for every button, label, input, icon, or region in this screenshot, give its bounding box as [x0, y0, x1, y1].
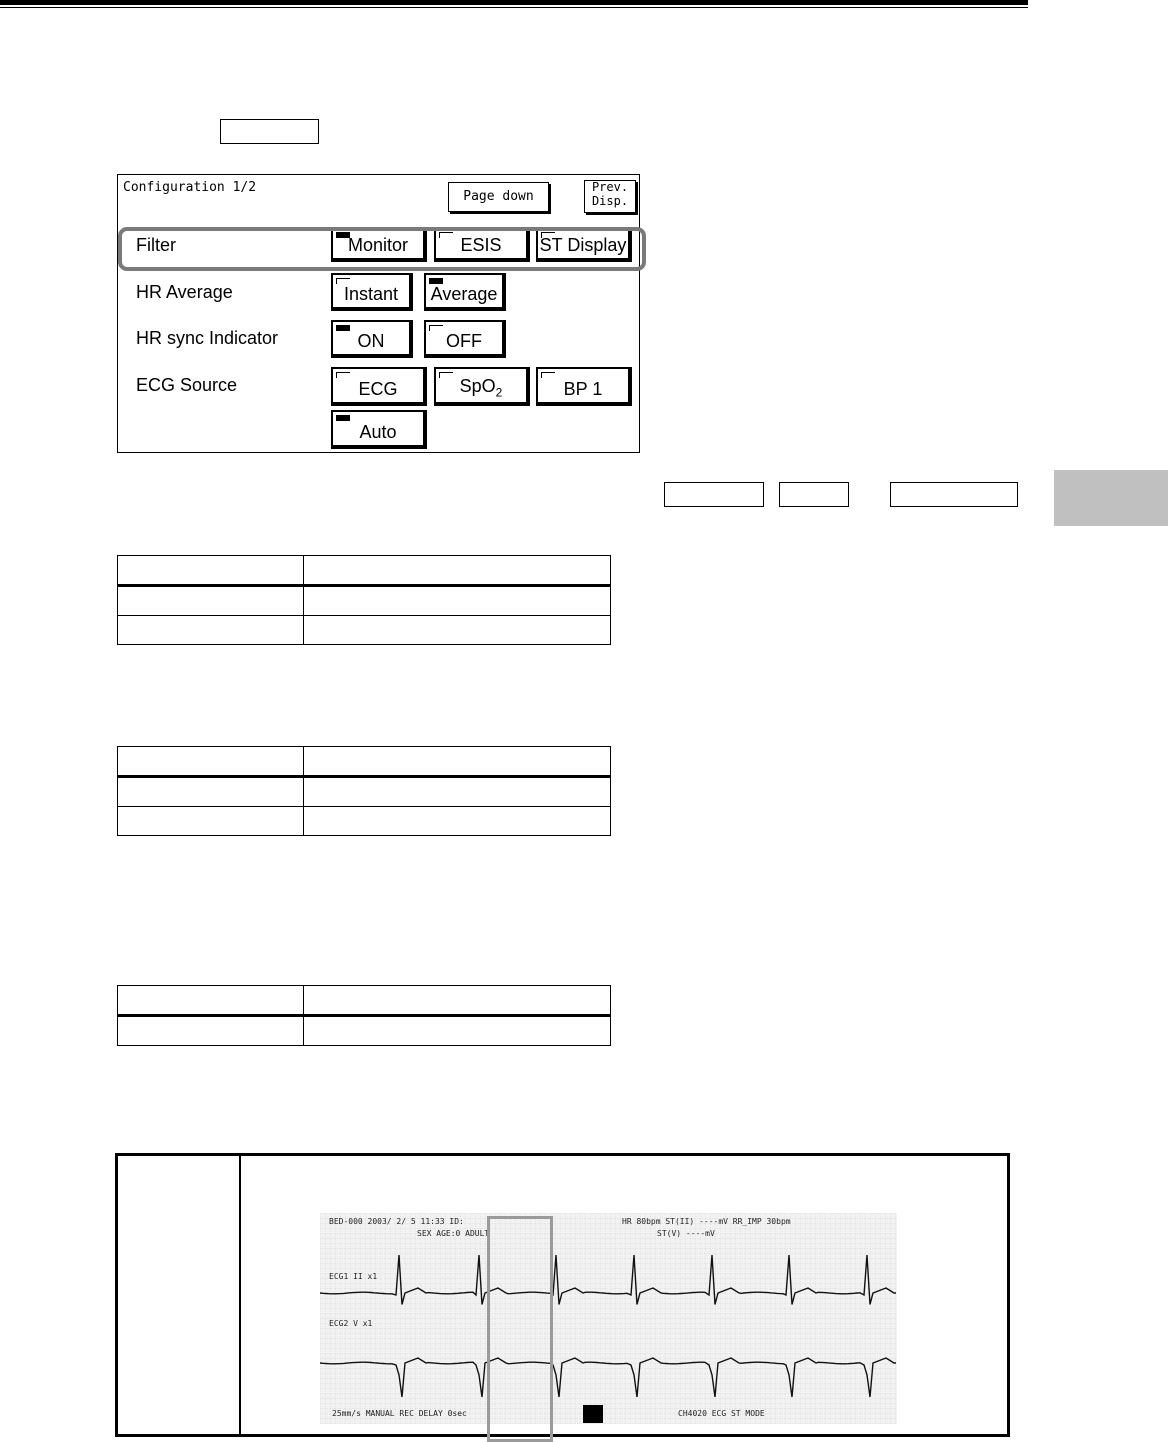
- hr-sync-off-button[interactable]: [424, 320, 506, 358]
- indicator-lamp-on: [336, 415, 350, 421]
- option-label: Average: [430, 284, 498, 304]
- option-label: [436, 376, 526, 400]
- option-label: ON: [357, 331, 385, 351]
- ecg-source-bp1-button[interactable]: [536, 367, 632, 406]
- hr-average-instant-button[interactable]: [331, 273, 413, 311]
- filter-label: Filter: [136, 235, 176, 255]
- top-rule-thin: [0, 7, 1028, 8]
- ecg-footer-right: CH4020 ECG ST MODE: [678, 1409, 765, 1418]
- page-down-button[interactable]: Page down: [448, 182, 549, 212]
- ecg-source-label: ECG Source: [136, 375, 238, 395]
- key-box: [779, 482, 849, 507]
- prev-disp-button[interactable]: [584, 180, 636, 213]
- key-box: [890, 482, 1018, 507]
- settings-table: [117, 746, 611, 836]
- hr-average-average-button[interactable]: [424, 273, 506, 311]
- prev-disp-label-line2: Disp.: [591, 193, 629, 208]
- option-label: Monitor: [347, 235, 409, 255]
- prev-disp-label-line1: Prev.: [591, 180, 629, 194]
- ecg-grid-and-waves: [320, 1213, 897, 1424]
- hr-sync-on-button[interactable]: [331, 320, 413, 358]
- indicator-lamp-off: [541, 372, 555, 378]
- ecg-header-right2: ST(V) ----mV: [657, 1229, 715, 1238]
- chapter-tab: [1054, 470, 1168, 526]
- option-label: BP 1: [563, 379, 603, 399]
- panel-title: Configuration 1/2: [123, 180, 257, 195]
- ecg-header-left: BED-000 2003/ 2/ 5 11:33 ID:: [329, 1217, 464, 1226]
- hr-average-label: HR Average: [136, 282, 233, 302]
- ecg-source-auto-button[interactable]: [331, 410, 427, 449]
- settings-table: [117, 985, 611, 1046]
- ecg-header-right: HR 80bpm ST(II) ----mV RR_IMP 30bpm: [622, 1217, 791, 1226]
- option-label: ESIS: [460, 235, 502, 255]
- ecg-header-left2: SEX AGE:0 ADULT: [417, 1229, 490, 1238]
- ecg-footer: 25mm/s MANUAL REC DELAY 0sec: [332, 1409, 467, 1418]
- option-label: ECG: [358, 379, 398, 399]
- hr-sync-indicator-label: HR sync Indicator: [136, 328, 279, 348]
- key-box: [664, 482, 764, 507]
- ecg-lead2-label: ECG2 V x1: [329, 1319, 373, 1328]
- configuration-panel: [117, 174, 640, 453]
- ecg-highlight-outline: [487, 1216, 553, 1442]
- spo2-subscript: 2: [495, 386, 503, 400]
- ecg-source-ecg-button[interactable]: [331, 367, 427, 406]
- ecg-recording-strip: [320, 1213, 897, 1424]
- rec-mark: [583, 1405, 603, 1423]
- option-label: OFF: [446, 331, 482, 351]
- frame-divider: [239, 1153, 241, 1434]
- ecg-lead1-label: ECG1 II x1: [329, 1272, 378, 1281]
- option-label: Auto: [359, 422, 397, 442]
- settings-table: [117, 555, 611, 645]
- key-box: [220, 119, 319, 144]
- spo2-text: SpO: [459, 376, 496, 397]
- ecg-source-spo2-button[interactable]: [434, 367, 530, 406]
- option-label: ST Display: [539, 235, 627, 255]
- top-rule: [0, 0, 1028, 5]
- option-label: Instant: [343, 284, 399, 304]
- filter-highlight-outline: [118, 227, 646, 271]
- indicator-lamp-off: [336, 372, 350, 378]
